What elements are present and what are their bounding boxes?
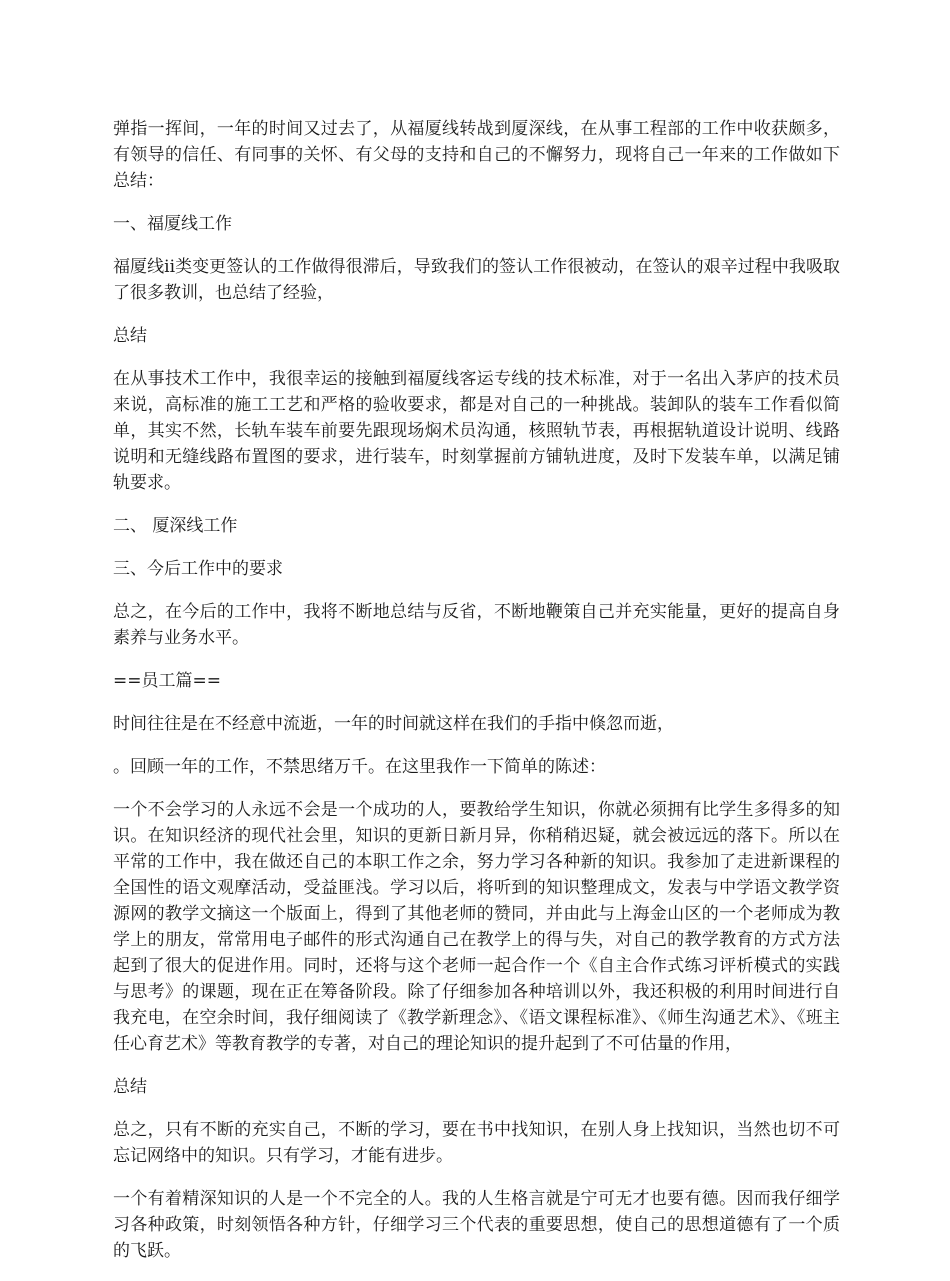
review-paragraph: 。回顾一年的工作，不禁思绪万千。在这里我作一下简单的陈述： [113,757,606,777]
section-heading-fuxia: 一、福厦线工作 [113,214,232,234]
intro-paragraph: 弹指一挥间，一年的时间又过去了，从福厦线转战到厦深线，在从事工程部的工作中收获颇多，有领导的信任、有同事的关怀、有父母的支持和自己的不懈努力，现将自己一年来的工作做如下总结： [113,119,840,191]
fuxia-paragraph: 福厦线ii类变更签认的工作做得很滞后，导致我们的签认工作很被动，在签认的艰辛过程中我吸取了很多教训，也总结了经验， [113,257,840,303]
employee-section-heading: ==员工篇== [113,671,221,691]
summary-heading: 总结 [113,326,147,346]
time-paragraph: 时间往往是在不经意中流逝，一年的时间就这样在我们的手指中倏忽而逝， [113,714,674,734]
section-heading-future: 三、今后工作中的要求 [113,559,283,579]
morality-paragraph: 一个有着精深知识的人是一个不完全的人。我的人生格言就是宁可无才也要有德。因而我仔细学习各种政策，时刻领悟各种方针，仔细学习三个代表的重要思想，使自己的思想道德有了一个质的飞跃。 [113,1189,840,1261]
future-paragraph: 总之，在今后的工作中，我将不断地总结与反省，不断地鞭策自己并充实能量，更好的提高自身素养与业务水平。 [113,602,840,648]
technical-work-paragraph: 在从事技术工作中，我很幸运的接触到福厦线客运专线的技术标准，对于一名出入茅庐的技术员来说，高标准的施工工艺和严格的验收要求，都是对自己的一种挑战。装卸队的装车工作看似简单，其实不然，长轨车装车前要先跟现场焖术员沟通，核照轨节表，再根据轨道设计说明、线路说明和无缝线路布置图的要求，进行装车，时刻掌握前方铺轨进度，及时下发装车单，以满足铺轨要求。 [113,369,840,493]
section-heading-xiashen: 二、 厦深线工作 [113,516,238,536]
summary-heading-2: 总结 [113,1077,147,1097]
document-body [113,116,840,1281]
conclusion-paragraph: 总之，只有不断的充实自己，不断的学习，要在书中找知识，在别人身上找知识，当然也切不可忘记网络中的知识。只有学习，才能有进步。 [113,1120,840,1166]
learning-paragraph: 一个不会学习的人永远不会是一个成功的人，要教给学生知识，你就必须拥有比学生多得多的知识。在知识经济的现代社会里，知识的更新日新月异，你稍稍迟疑，就会被远远的落下。所以在平常的工作中，我在做还自己的本职工作之余，努力学习各种新的知识。我参加了走进新课程的全国性的语文观摩活动，受益匪浅。学习以后，将听到的知识整理成文，发表与中学语文教学资源网的教学文摘这一个版面上，得到了其他老师的赞同，并由此与上海金山区的一个老师成为教学上的朋友，常常用电子邮件的形式沟通自己在教学上的得与失，对自己的教学教育的方式方法起到了很大的促进作用。同时，还将与这个老师一起合作一个《自主合作式练习评析模式的实践与思考》的课题，现在正在筹备阶段。除了仔细参加各种培训以外，我还积极的利用时间进行自我充电，在空余时间，我仔细阅读了《教学新理念》、《语文课程标准》、《师生沟通艺术》、《班主任心育艺术》等教育教学的专著，对自己的理论知识的提升起到了不可估量的作用， [113,800,840,1054]
